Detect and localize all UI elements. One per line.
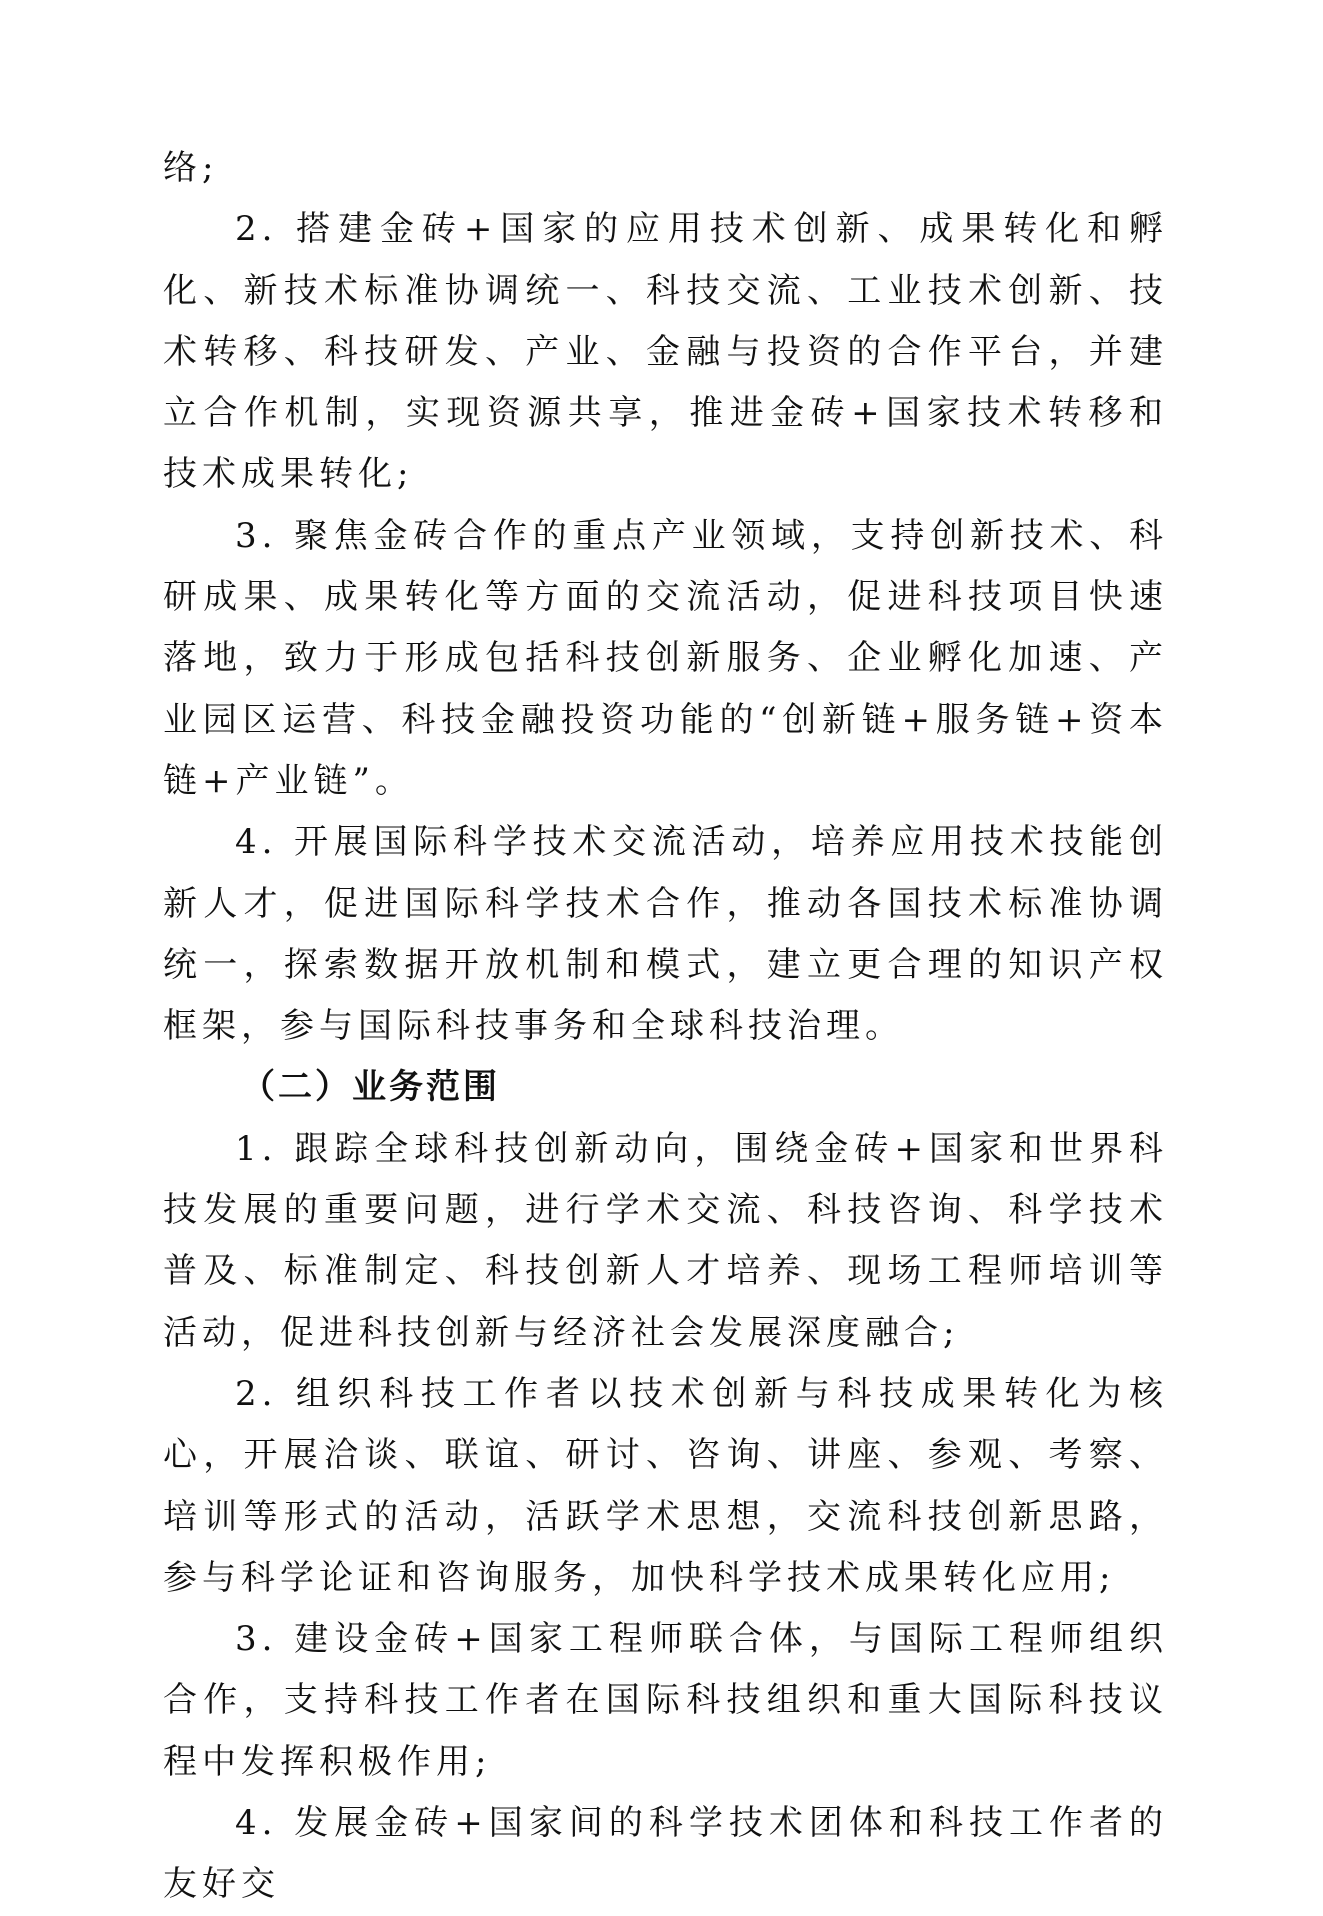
paragraph-scope-item-3: 3. 建设金砖+国家工程师联合体，与国际工程师组织合作，支持科技工作者在国际科技组织和重大国际科技议程中发挥积极作用; [163, 1619, 1168, 1782]
paragraph-item-3: 3. 聚焦金砖合作的重点产业领域，支持创新技术、科研成果、成果转化等方面的交流活动，促进科技项目快速落地，致力于形成包括科技创新服务、企业孵化加速、产业园区运营、科技金融投资功能的“创新链+服务链+资本链+产业链”。 [163, 515, 1168, 801]
paragraph-item-2: 2. 搭建金砖+国家的应用技术创新、成果转化和孵化、新技术标准协调统一、科技交流、工业技术创新、技术转移、科技研发、产业、金融与投资的合作平台，并建立合作机制，实现资源共享，推进金砖+国家技术转移和技术成果转化; [163, 209, 1168, 495]
paragraph-continuation: 络; [163, 148, 219, 188]
paragraph-scope-item-4: 4. 发展金砖+国家间的科学技术团体和科技工作者的友好交 [163, 1803, 1168, 1905]
paragraph-scope-item-1: 1. 跟踪全球科技创新动向，围绕金砖+国家和世界科技发展的重要问题，进行学术交流、科技咨询、科学技术普及、标准制定、科技创新人才培养、现场工程师培训等活动，促进科技创新与经济社会发展深度融合; [163, 1128, 1168, 1353]
paragraph-item-4: 4. 开展国际科学技术交流活动，培养应用技术技能创新人才，促进国际科学技术合作，推动各国技术标准协调统一，探索数据开放机制和模式，建立更合理的知识产权框架，参与国际科技事务和全球科技治理。 [163, 822, 1168, 1047]
paragraph-scope-item-2: 2. 组织科技工作者以技术创新与科技成果转化为核心，开展洽谈、联谊、研讨、咨询、讲座、参观、考察、培训等形式的活动，活跃学术思想，交流科技创新思路，参与科学论证和咨询服务，加快科学技术成果转化应用; [163, 1373, 1168, 1598]
section-heading-business-scope: （二）业务范围 [241, 1067, 500, 1108]
document-body [163, 138, 1168, 1916]
